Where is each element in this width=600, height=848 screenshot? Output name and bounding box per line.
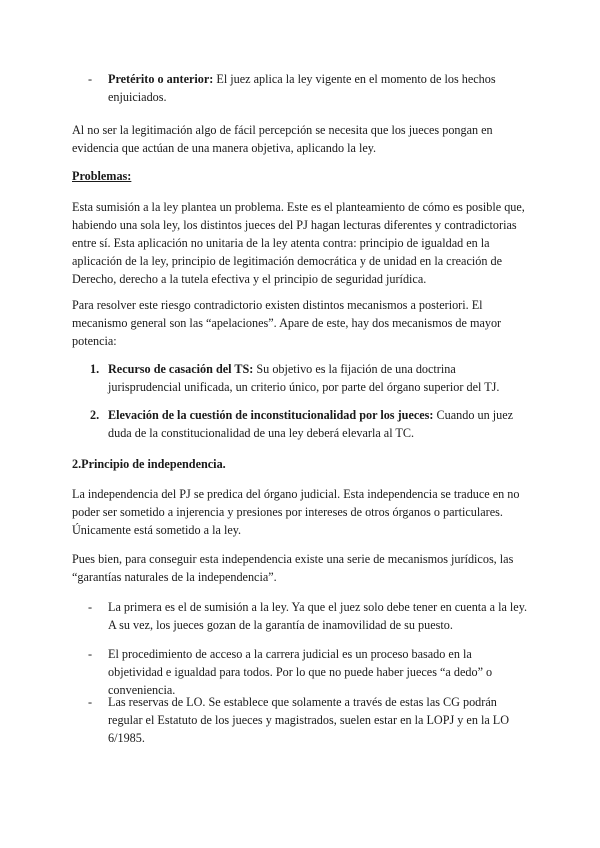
list-item-preterito: [72, 70, 528, 106]
numbered-item-casacion: [72, 360, 528, 396]
paragraph-mecanismos: Para resolver este riesgo contradictorio existen distintos mecanismos a posteriori. El mecanismo general son las “apelaciones”. Apare de este, hay dos mecanismos de mayor potencia:: [72, 298, 502, 348]
list-item-text: [108, 70, 528, 106]
list-item-reservas: [72, 693, 528, 747]
list-item-text: El procedimiento de acceso a la carrera judicial es un proceso basado en la objetividad e igualdad para todos. Por lo que no puede haber jueces “a dedo” o conveniencia.: [108, 647, 493, 697]
term-label: Elevación de la cuestión de inconstitucionalidad por los jueces:: [108, 408, 434, 422]
numbered-item-text: [108, 360, 528, 396]
term-label: Recurso de casación del TS:: [108, 362, 254, 376]
term-description: Su objetivo es la fijación de una doctrina jurisprudencial unificada, un criterio único, por parte del órgano superior del TJ.: [108, 362, 500, 394]
dash-marker: -: [88, 695, 93, 709]
paragraph-garantias: Pues bien, para conseguir esta independencia existe una serie de mecanismos jurídicos, las “garantías naturales de la independencia”.: [72, 552, 514, 584]
term-description: Cuando un juez duda de la constitucionalidad de una ley deberá elevarla al TC.: [108, 408, 514, 440]
dash-marker: -: [88, 647, 93, 661]
numbered-item-text: [108, 406, 528, 442]
paragraph-problema: Esta sumisión a la ley plantea un problema. Este es el planteamiento de cómo es posible que, habiendo una sola ley, los distintos jueces del PJ hagan lecturas diferentes y contradictorias entre sí. Esta aplicación no unitaria de la ley atenta contra: principio de igualdad en la aplicación de la ley, principio de legitimación democrática y de unidad en la creación de Derecho, derecho a la tutela efectiva y el principio de seguridad jurídica.: [72, 200, 525, 286]
paragraph-independencia: La independencia del PJ se predica del órgano judicial. Esta independencia se traduce en no poder ser sometido a injerencia y presiones por intereses de otros órganos o particulares. Únicamente está sometido a la ley.: [72, 487, 520, 537]
number-marker: 2.: [90, 408, 100, 422]
number-marker: 1.: [90, 362, 100, 376]
numbered-item-inconstitucionalidad: [72, 406, 528, 442]
list-item-acceso: [72, 645, 528, 699]
list-item-text: Las reservas de LO. Se establece que solamente a través de estas las CG podrán regular el Estatuto de los jueces y magistrados, suelen estar en la LOPJ y en la LO 6/1985.: [108, 695, 510, 745]
heading-problemas: Problemas:: [72, 169, 132, 183]
term-label: Pretérito o anterior:: [108, 72, 214, 86]
dash-marker: -: [88, 600, 93, 614]
list-item-text: La primera es el de sumisión a la ley. Ya que el juez solo debe tener en cuenta a la ley. A su vez, los jueces gozan de la garantía de inamovilidad de su puesto.: [108, 600, 528, 632]
list-item-sumision: [72, 598, 528, 634]
heading-principio-independencia: 2.Principio de independencia.: [72, 457, 226, 471]
dash-marker: -: [88, 72, 93, 86]
term-description: El juez aplica la ley vigente en el momento de los hechos enjuiciados.: [108, 72, 496, 104]
paragraph-legitimacion: Al no ser la legitimación algo de fácil percepción se necesita que los jueces pongan en evidencia que actúan de una manera objetiva, aplicando la ley.: [72, 123, 493, 155]
